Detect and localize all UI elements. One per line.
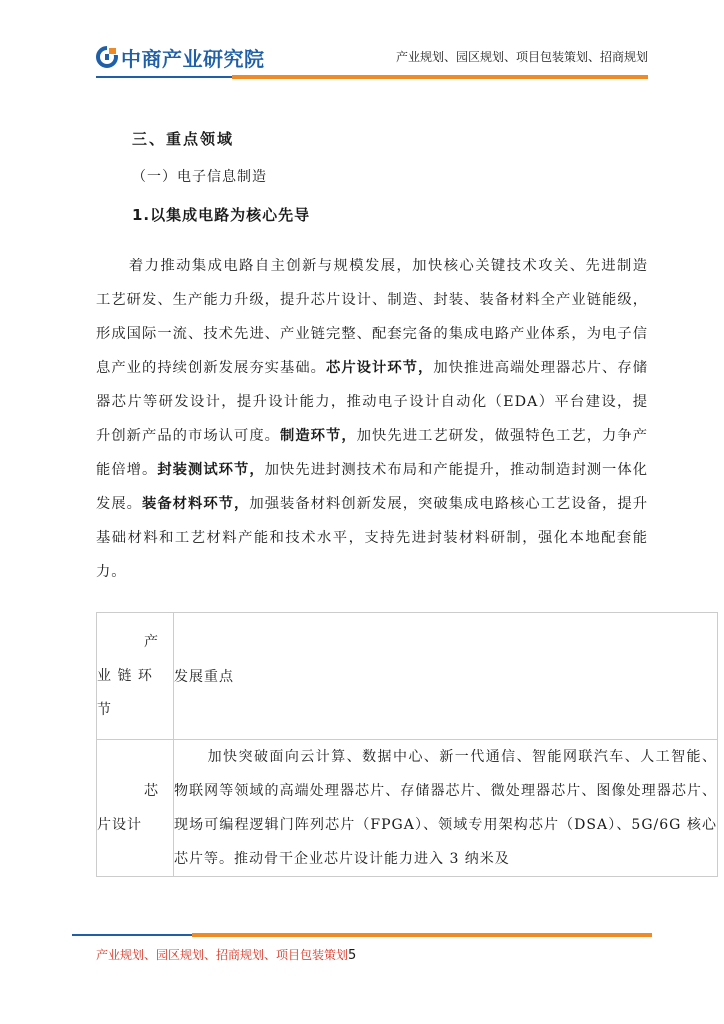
section-title: 三、重点领域 — [132, 130, 235, 148]
table-header-row — [97, 613, 718, 740]
para-text-2: 加快推进高端处理器芯片、存储器芯片等研发设计，提升设计能力，推动电子设计自动化（EDA）平台建设，提升创新产品的市场认可度。 — [96, 360, 649, 445]
header-segment-line: 节 — [97, 702, 112, 718]
footer-text: 产业规划、园区规划、招商规划、项目包装策划 — [96, 948, 349, 962]
development-table — [96, 612, 718, 877]
header-segment-line: 业 链 环 — [97, 668, 153, 684]
section-subtitle: （一）电子信息制造 — [132, 169, 267, 185]
para-text-3: 加快先进工艺研发，做强特色工艺，力争产能倍增。 — [96, 428, 649, 479]
para-text-5: 加强装备材料创新发展，突破集成电路核心工艺设备，提升基础材料和工艺材料产能和技术水平，支持先进封装材料研制，强化本地配套能力。 — [96, 496, 649, 581]
page-number: 5 — [348, 948, 357, 963]
body-paragraph — [96, 249, 648, 589]
para-text-4: 加快先进封测技术布局和产能提升，推动制造封测一体化发展。 — [96, 462, 649, 513]
segment-line: 片设计 — [97, 817, 142, 833]
logo-text: 中商产业研究院 — [121, 46, 265, 71]
para-bold-1: 芯片设计环节， — [326, 360, 434, 377]
para-bold-4: 装备材料环节， — [142, 496, 250, 513]
header-tagline: 产业规划、园区规划、项目包装策划、招商规划 — [395, 50, 648, 64]
header-cell-segment — [97, 613, 174, 740]
segment-line: 芯 — [144, 783, 159, 799]
point-title: 1.以集成电路为核心先导 — [132, 206, 311, 224]
footer-divider-blue — [72, 934, 192, 936]
focus-cell: 加快突破面向云计算、数据中心、新一代通信、智能网联汽车、人工智能、物联网等领域的高端处理器芯片、存储器芯片、微处理器芯片、图像处理器芯片、现场可编程逻辑门阵列芯片（FPGA）、领域专用架构芯片（DSA）、5G/6G 核心芯片等。推动骨干企业芯片设计能力进入 3 纳米及 — [174, 740, 718, 877]
table-row — [97, 740, 718, 877]
footer-divider-orange — [192, 933, 652, 937]
para-bold-2: 制造环节， — [280, 428, 357, 445]
footer — [96, 946, 356, 963]
brand-logo — [96, 42, 265, 72]
segment-cell — [97, 740, 174, 877]
header-divider-orange — [232, 75, 648, 79]
header-cell-focus: 发展重点 — [174, 613, 718, 740]
para-bold-3: 封装测试环节， — [157, 462, 265, 479]
header-divider-blue — [96, 76, 232, 78]
para-text-1: 着力推动集成电路自主创新与规模发展，加快核心关键技术攻关、先进制造工艺研发、生产能力升级，提升芯片设计、制造、封装、装备材料全产业链能级，形成国际一流、技术先进、产业链完整、配套完备的集成电路产业体系，为电子信息产业的持续创新发展夯实基础。 — [96, 258, 648, 377]
header-segment-line: 产 — [144, 634, 159, 650]
brand-logo-icon — [96, 46, 118, 68]
